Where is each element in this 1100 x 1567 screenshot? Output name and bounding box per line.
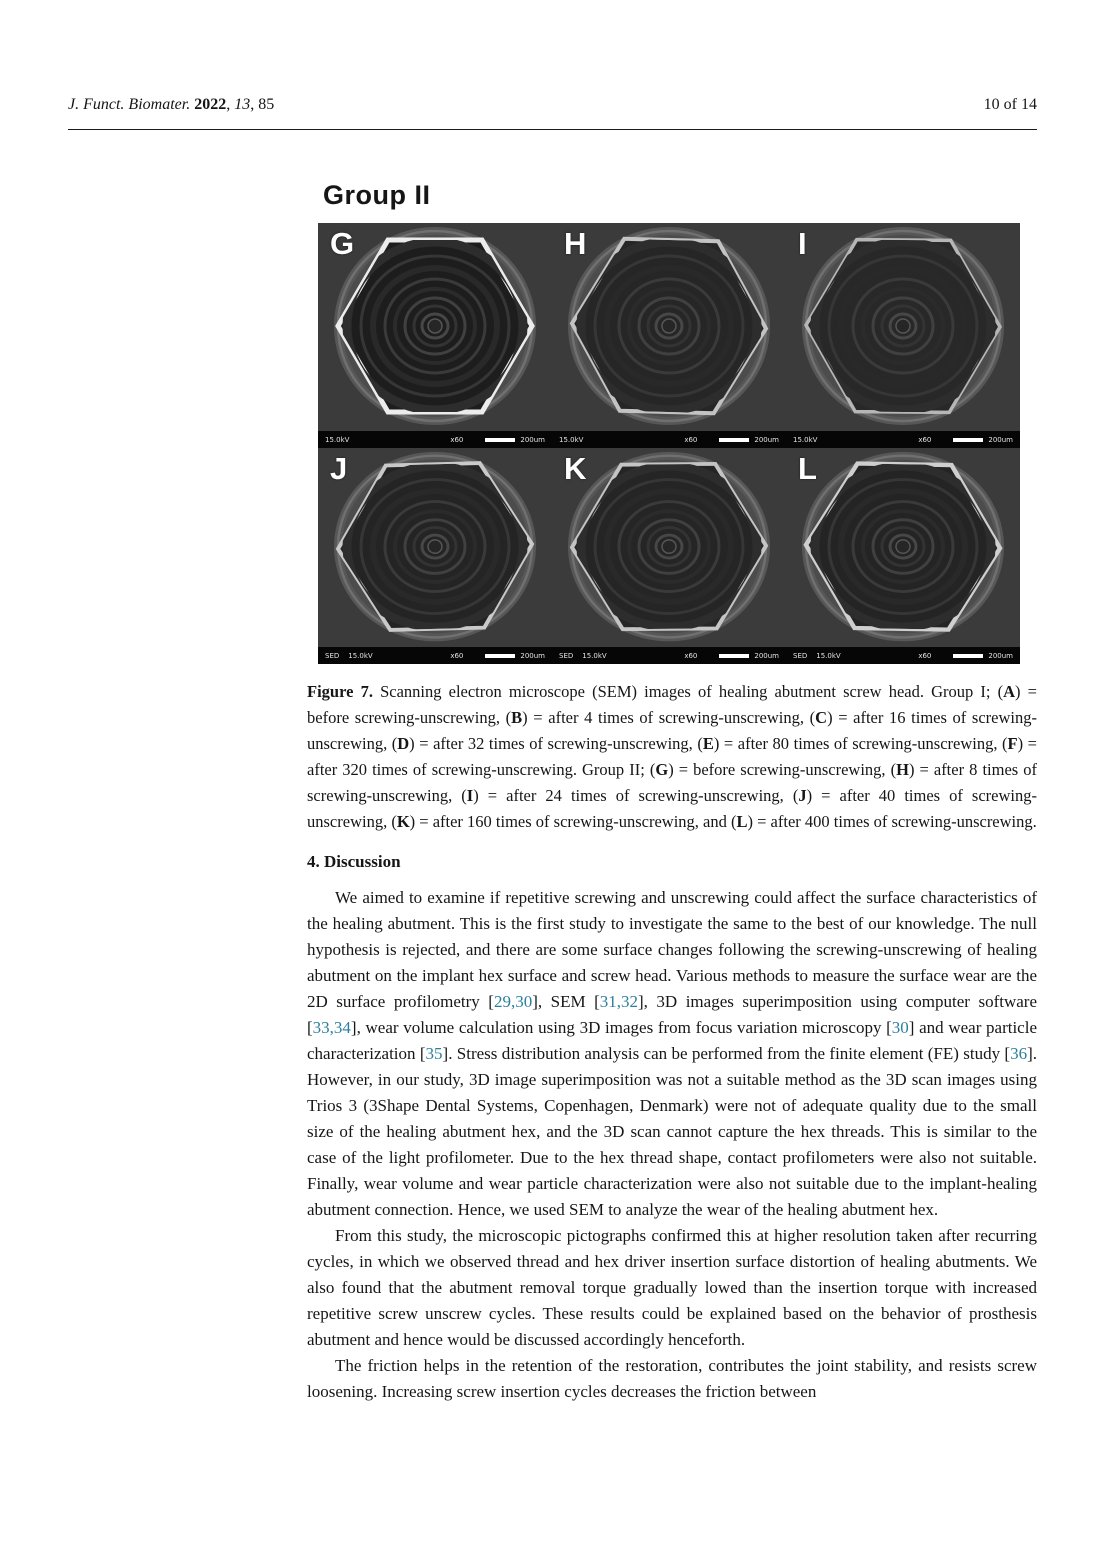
figure-caption: Figure 7. Scanning electron microscope (SEM) images of healing abutment screw head. Group I; (A) = before screwing-unscrewing, (B) = after 4 times of screwing-unscrewing, (C) = after 16 times of screwing-unscrewing, (D) = after 32 times of screwing-unscrewing, (E) = after 80 times of screwing-unscrewing, (F) = after 320 times of screwing-unscrewing. Group II; (G) = before screwing-unscrewing, (H) = after 8 times of screwing-unscrewing, (I) = after 24 times of screwing-unscrewing, (J) = after 40 times of screwing-unscrewing, (K) = after 160 times of screwing-unscrewing, and (L) = after 400 times of screwing-unscrewing. <box>307 682 1038 831</box>
sem-magnification-label: x60 <box>450 435 464 444</box>
sem-scale-bar <box>719 654 749 658</box>
sem-scale-bar <box>719 438 749 442</box>
sem-detector-label: SED <box>325 651 340 660</box>
citation-link[interactable]: 29,30 <box>493 992 533 1011</box>
citation-link[interactable]: 31,32 <box>599 992 638 1011</box>
citation-link[interactable]: 30 <box>891 1018 909 1037</box>
sem-detector-label: SED <box>793 651 808 660</box>
page-header <box>68 96 1037 114</box>
tile-label-k: K <box>564 451 587 486</box>
sem-figure-grid <box>318 223 1020 664</box>
tile-label-j: J <box>330 451 348 486</box>
citation-link[interactable]: 35 <box>425 1044 443 1063</box>
discussion-paragraph-3: The friction helps in the retention of the restoration, contributes the joint stability, and resists screw loosening. Increasing screw insertion cycles decreases the friction between <box>307 1356 1037 1401</box>
sem-scale-label: 200um <box>754 651 779 660</box>
sem-voltage-label: 15.0kV <box>325 435 350 444</box>
sem-scale-bar <box>953 438 983 442</box>
sem-info-bar <box>552 647 786 664</box>
tile-label-l: L <box>798 451 817 486</box>
sem-scale-label: 200um <box>988 651 1013 660</box>
sem-scale-label: 200um <box>520 435 545 444</box>
sem-scale-label: 200um <box>754 435 779 444</box>
sem-scale-bar <box>485 654 515 658</box>
sem-scale-bar <box>485 438 515 442</box>
sem-info-bar <box>552 431 786 448</box>
sem-micrograph <box>786 448 1020 647</box>
sem-info-bar <box>318 647 552 664</box>
citation-link[interactable]: 33,34 <box>312 1018 351 1037</box>
header-rule <box>68 129 1037 130</box>
sem-info-bar <box>786 647 1020 664</box>
sem-scale-label: 200um <box>988 435 1013 444</box>
sem-detector-label: SED <box>559 651 574 660</box>
page-number: 10 of 14 <box>983 96 1037 113</box>
citation-link[interactable]: 36 <box>1010 1044 1028 1063</box>
discussion-paragraph-1: We aimed to examine if repetitive screwing and unscrewing could affect the surface characteristics of the healing abutment. This is the first study to investigate the same to the best of our knowledge. The null hypothesis is rejected, and there are some surface changes following the screwing-unscrewing of healing abutment on the implant hex surface and screw head. Various methods to measure the surface wear are the 2D surface profilometry [29,30], SEM [31,32], 3D images superimposition using computer software [33,34], wear volume calculation using 3D images from focus variation microscopy [30] and wear particle characterization [35]. Stress distribution analysis can be performed from the finite element (FE) study [36]. However, in our study, 3D image superimposition was not a suitable method as the 3D scan images using Trios 3 (3Shape Dental Systems, Copenhagen, Denmark) were not of adequate quality due to the small size of the healing abutment hex, and the 3D scan cannot capture the hex threads. This is similar to the case of the light profilometer. Due to the hex thread shape, contact profilometers were also not suitable. Finally, wear volume and wear particle characterization were also not suitable due to the implant-healing abutment connection. Hence, we used SEM to analyze the wear of the healing abutment hex. <box>307 888 1037 1219</box>
text-column <box>307 679 1037 1405</box>
sem-micrograph <box>318 448 552 647</box>
tile-label-h: H <box>564 226 587 261</box>
sem-voltage-label: 15.0kV <box>582 651 607 660</box>
sem-magnification-label: x60 <box>450 651 464 660</box>
discussion-paragraph-2: From this study, the microscopic pictographs confirmed this at higher resolution taken after recurring cycles, in which we observed thread and hex driver insertion surface distortion of healing abutments. We also found that the abutment removal torque gradually lowed than the insertion torque with increased repetitive screw unscrew cycles. These results could be explained based on the behavior of prosthesis abutment and hence would be discussed accordingly henceforth. <box>307 1226 1037 1349</box>
sem-image-h <box>552 223 786 448</box>
figure-group-title: Group II <box>323 180 431 210</box>
sem-image-i <box>786 223 1020 448</box>
sem-info-bar <box>318 431 552 448</box>
sem-image-l <box>786 448 1020 664</box>
sem-voltage-label: 15.0kV <box>348 651 373 660</box>
sem-scale-label: 200um <box>520 651 545 660</box>
tile-label-i: I <box>798 226 807 261</box>
journal-citation: J. Funct. Biomater. 2022, 13, 85 <box>68 96 275 113</box>
sem-image-g <box>318 223 552 448</box>
sem-voltage-label: 15.0kV <box>816 651 841 660</box>
sem-voltage-label: 15.0kV <box>793 435 818 444</box>
tile-label-g: G <box>330 226 355 261</box>
sem-magnification-label: x60 <box>918 651 932 660</box>
sem-micrograph <box>552 448 786 647</box>
sem-micrograph <box>786 223 1020 431</box>
sem-magnification-label: x60 <box>684 651 698 660</box>
sem-info-bar <box>786 431 1020 448</box>
sem-image-k <box>552 448 786 664</box>
discussion-heading: 4. Discussion <box>307 852 401 871</box>
sem-magnification-label: x60 <box>684 435 698 444</box>
sem-micrograph <box>552 223 786 431</box>
sem-magnification-label: x60 <box>918 435 932 444</box>
sem-voltage-label: 15.0kV <box>559 435 584 444</box>
sem-scale-bar <box>953 654 983 658</box>
sem-image-j <box>318 448 552 664</box>
